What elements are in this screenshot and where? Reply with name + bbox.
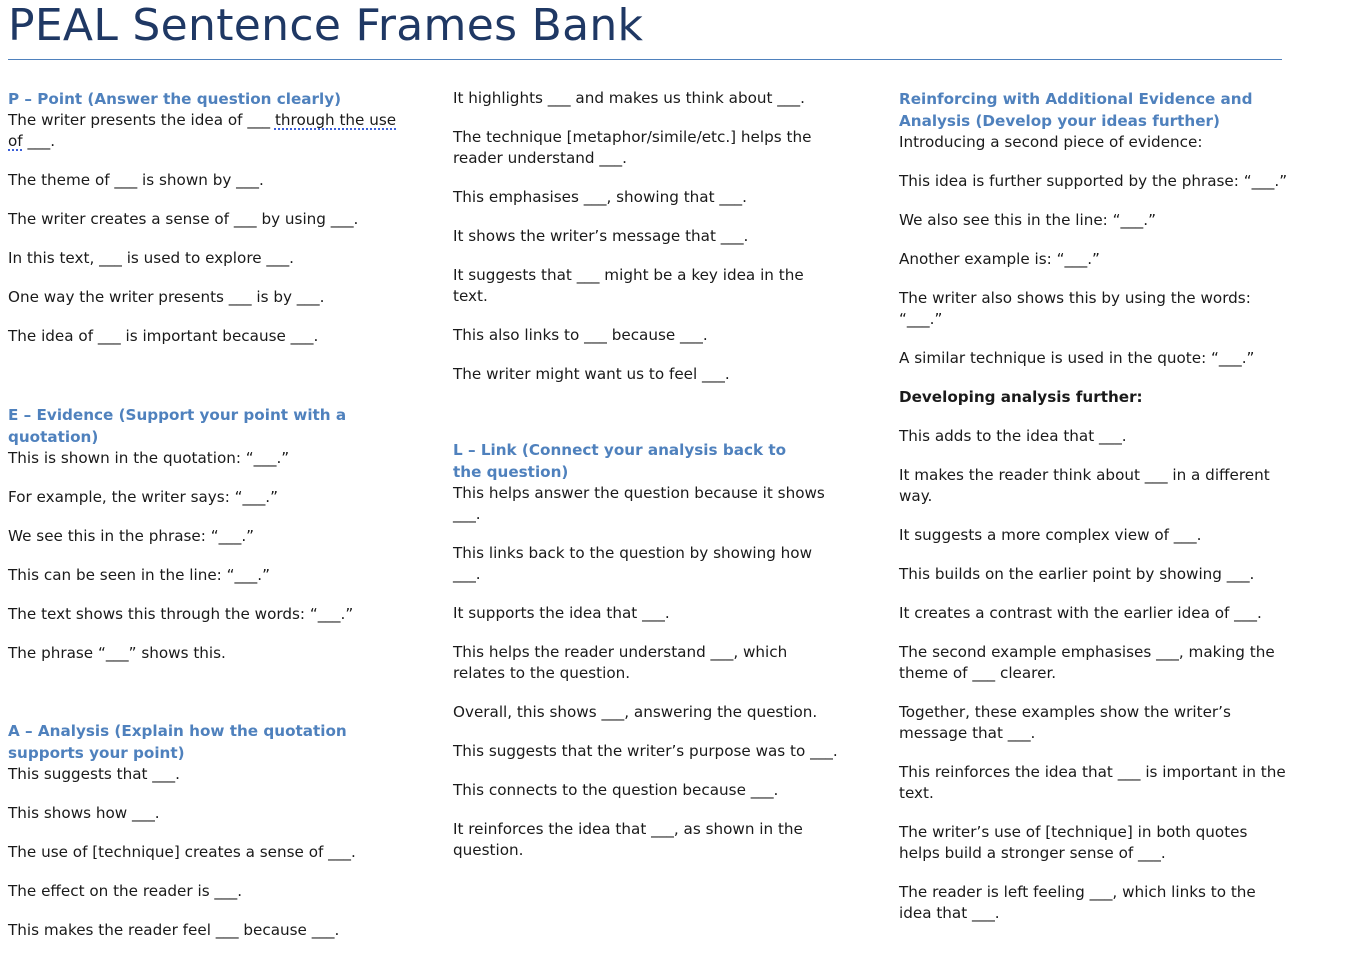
analysis-item: This suggests that ___.	[8, 765, 180, 783]
analysis-item: This makes the reader feel ___ because ___.	[8, 921, 340, 939]
evidence-item: The phrase “___” shows this.	[8, 644, 226, 662]
reinforcing-item: The writer also shows this by using the words: “___.”	[899, 289, 1251, 328]
evidence-item: The text shows this through the words: “___.”	[8, 605, 354, 623]
developing-subheading: Developing analysis further:	[899, 388, 1143, 406]
link-item: This links back to the question by showing how ___.	[453, 544, 813, 583]
grammar-flag-text: through the use	[274, 111, 397, 129]
point-heading: P – Point (Answer the question clearly)	[8, 90, 342, 108]
evidence-heading: E – Evidence (Support your point with a quotation)	[8, 406, 347, 446]
analysis-item: It highlights ___ and makes us think about ___.	[453, 89, 805, 107]
column-right	[899, 88, 1289, 924]
link-item: This helps the reader understand ___, which relates to the question.	[453, 643, 788, 682]
developing-item: The reader is left feeling ___, which links to the idea that ___.	[899, 883, 1256, 922]
point-item: The theme of ___ is shown by ___.	[8, 171, 264, 189]
point-item-text: ___.	[22, 132, 56, 150]
reinforcing-item: A similar technique is used in the quote: “___.”	[899, 349, 1255, 367]
analysis-heading: A – Analysis (Explain how the quotation supports your point)	[8, 722, 347, 762]
reinforcing-item: We also see this in the line: “___.”	[899, 211, 1156, 229]
point-item: One way the writer presents ___ is by ___.	[8, 288, 325, 306]
developing-item: The writer’s use of [technique] in both quotes helps build a stronger sense of ___.	[899, 823, 1248, 862]
developing-item: The second example emphasises ___, making the theme of ___ clearer.	[899, 643, 1275, 682]
reinforcing-item: Another example is: “___.”	[899, 250, 1100, 268]
reinforcing-item: This idea is further supported by the phrase: “___.”	[899, 172, 1288, 190]
reinforcing-heading: Reinforcing with Additional Evidence and Analysis (Develop your ideas further)	[899, 90, 1253, 130]
developing-item: This adds to the idea that ___.	[899, 427, 1127, 445]
developing-item: Together, these examples show the writer’s message that ___.	[899, 703, 1231, 742]
reinforcing-intro: Introducing a second piece of evidence:	[899, 133, 1203, 151]
link-heading: L – Link (Connect your analysis back to the question)	[453, 441, 787, 481]
link-item: Overall, this shows ___, answering the question.	[453, 703, 818, 721]
point-item: In this text, ___ is used to explore ___.	[8, 249, 295, 267]
developing-item: It creates a contrast with the earlier idea of ___.	[899, 604, 1262, 622]
point-item: The idea of ___ is important because ___.	[8, 327, 319, 345]
analysis-item: It shows the writer’s message that ___.	[453, 227, 749, 245]
page-title: PEAL Sentence Frames Bank	[8, 0, 644, 51]
analysis-item: The writer might want us to feel ___.	[453, 365, 730, 383]
analysis-item: This shows how ___.	[8, 804, 160, 822]
evidence-item: This can be seen in the line: “___.”	[8, 566, 270, 584]
analysis-item: It suggests that ___ might be a key idea in the text.	[453, 266, 804, 305]
link-item: This suggests that the writer’s purpose was to ___.	[453, 742, 838, 760]
point-item	[8, 110, 403, 152]
column-middle	[453, 88, 838, 861]
developing-item: It makes the reader think about ___ in a different way.	[899, 466, 1270, 505]
analysis-item: This emphasises ___, showing that ___.	[453, 188, 747, 206]
developing-item: This reinforces the idea that ___ is important in the text.	[899, 763, 1286, 802]
link-item: This helps answer the question because it shows ___.	[453, 484, 825, 523]
link-item: It reinforces the idea that ___, as shown in the question.	[453, 820, 803, 859]
grammar-flag-text: of	[8, 132, 23, 150]
column-left	[8, 88, 403, 941]
evidence-item: For example, the writer says: “___.”	[8, 488, 279, 506]
analysis-item: The technique [metaphor/simile/etc.] helps the reader understand ___.	[453, 128, 812, 167]
developing-item: It suggests a more complex view of ___.	[899, 526, 1202, 544]
evidence-item: This is shown in the quotation: “___.”	[8, 449, 290, 467]
evidence-item: We see this in the phrase: “___.”	[8, 527, 255, 545]
link-item: This connects to the question because ___.	[453, 781, 779, 799]
link-item: It supports the idea that ___.	[453, 604, 670, 622]
analysis-item: The effect on the reader is ___.	[8, 882, 243, 900]
point-item-text: The writer presents the idea of ___	[8, 111, 275, 129]
developing-item: This builds on the earlier point by showing ___.	[899, 565, 1255, 583]
analysis-item: The use of [technique] creates a sense of ___.	[8, 843, 356, 861]
title-divider	[8, 59, 1282, 60]
point-item: The writer creates a sense of ___ by using ___.	[8, 210, 359, 228]
analysis-item: This also links to ___ because ___.	[453, 326, 708, 344]
